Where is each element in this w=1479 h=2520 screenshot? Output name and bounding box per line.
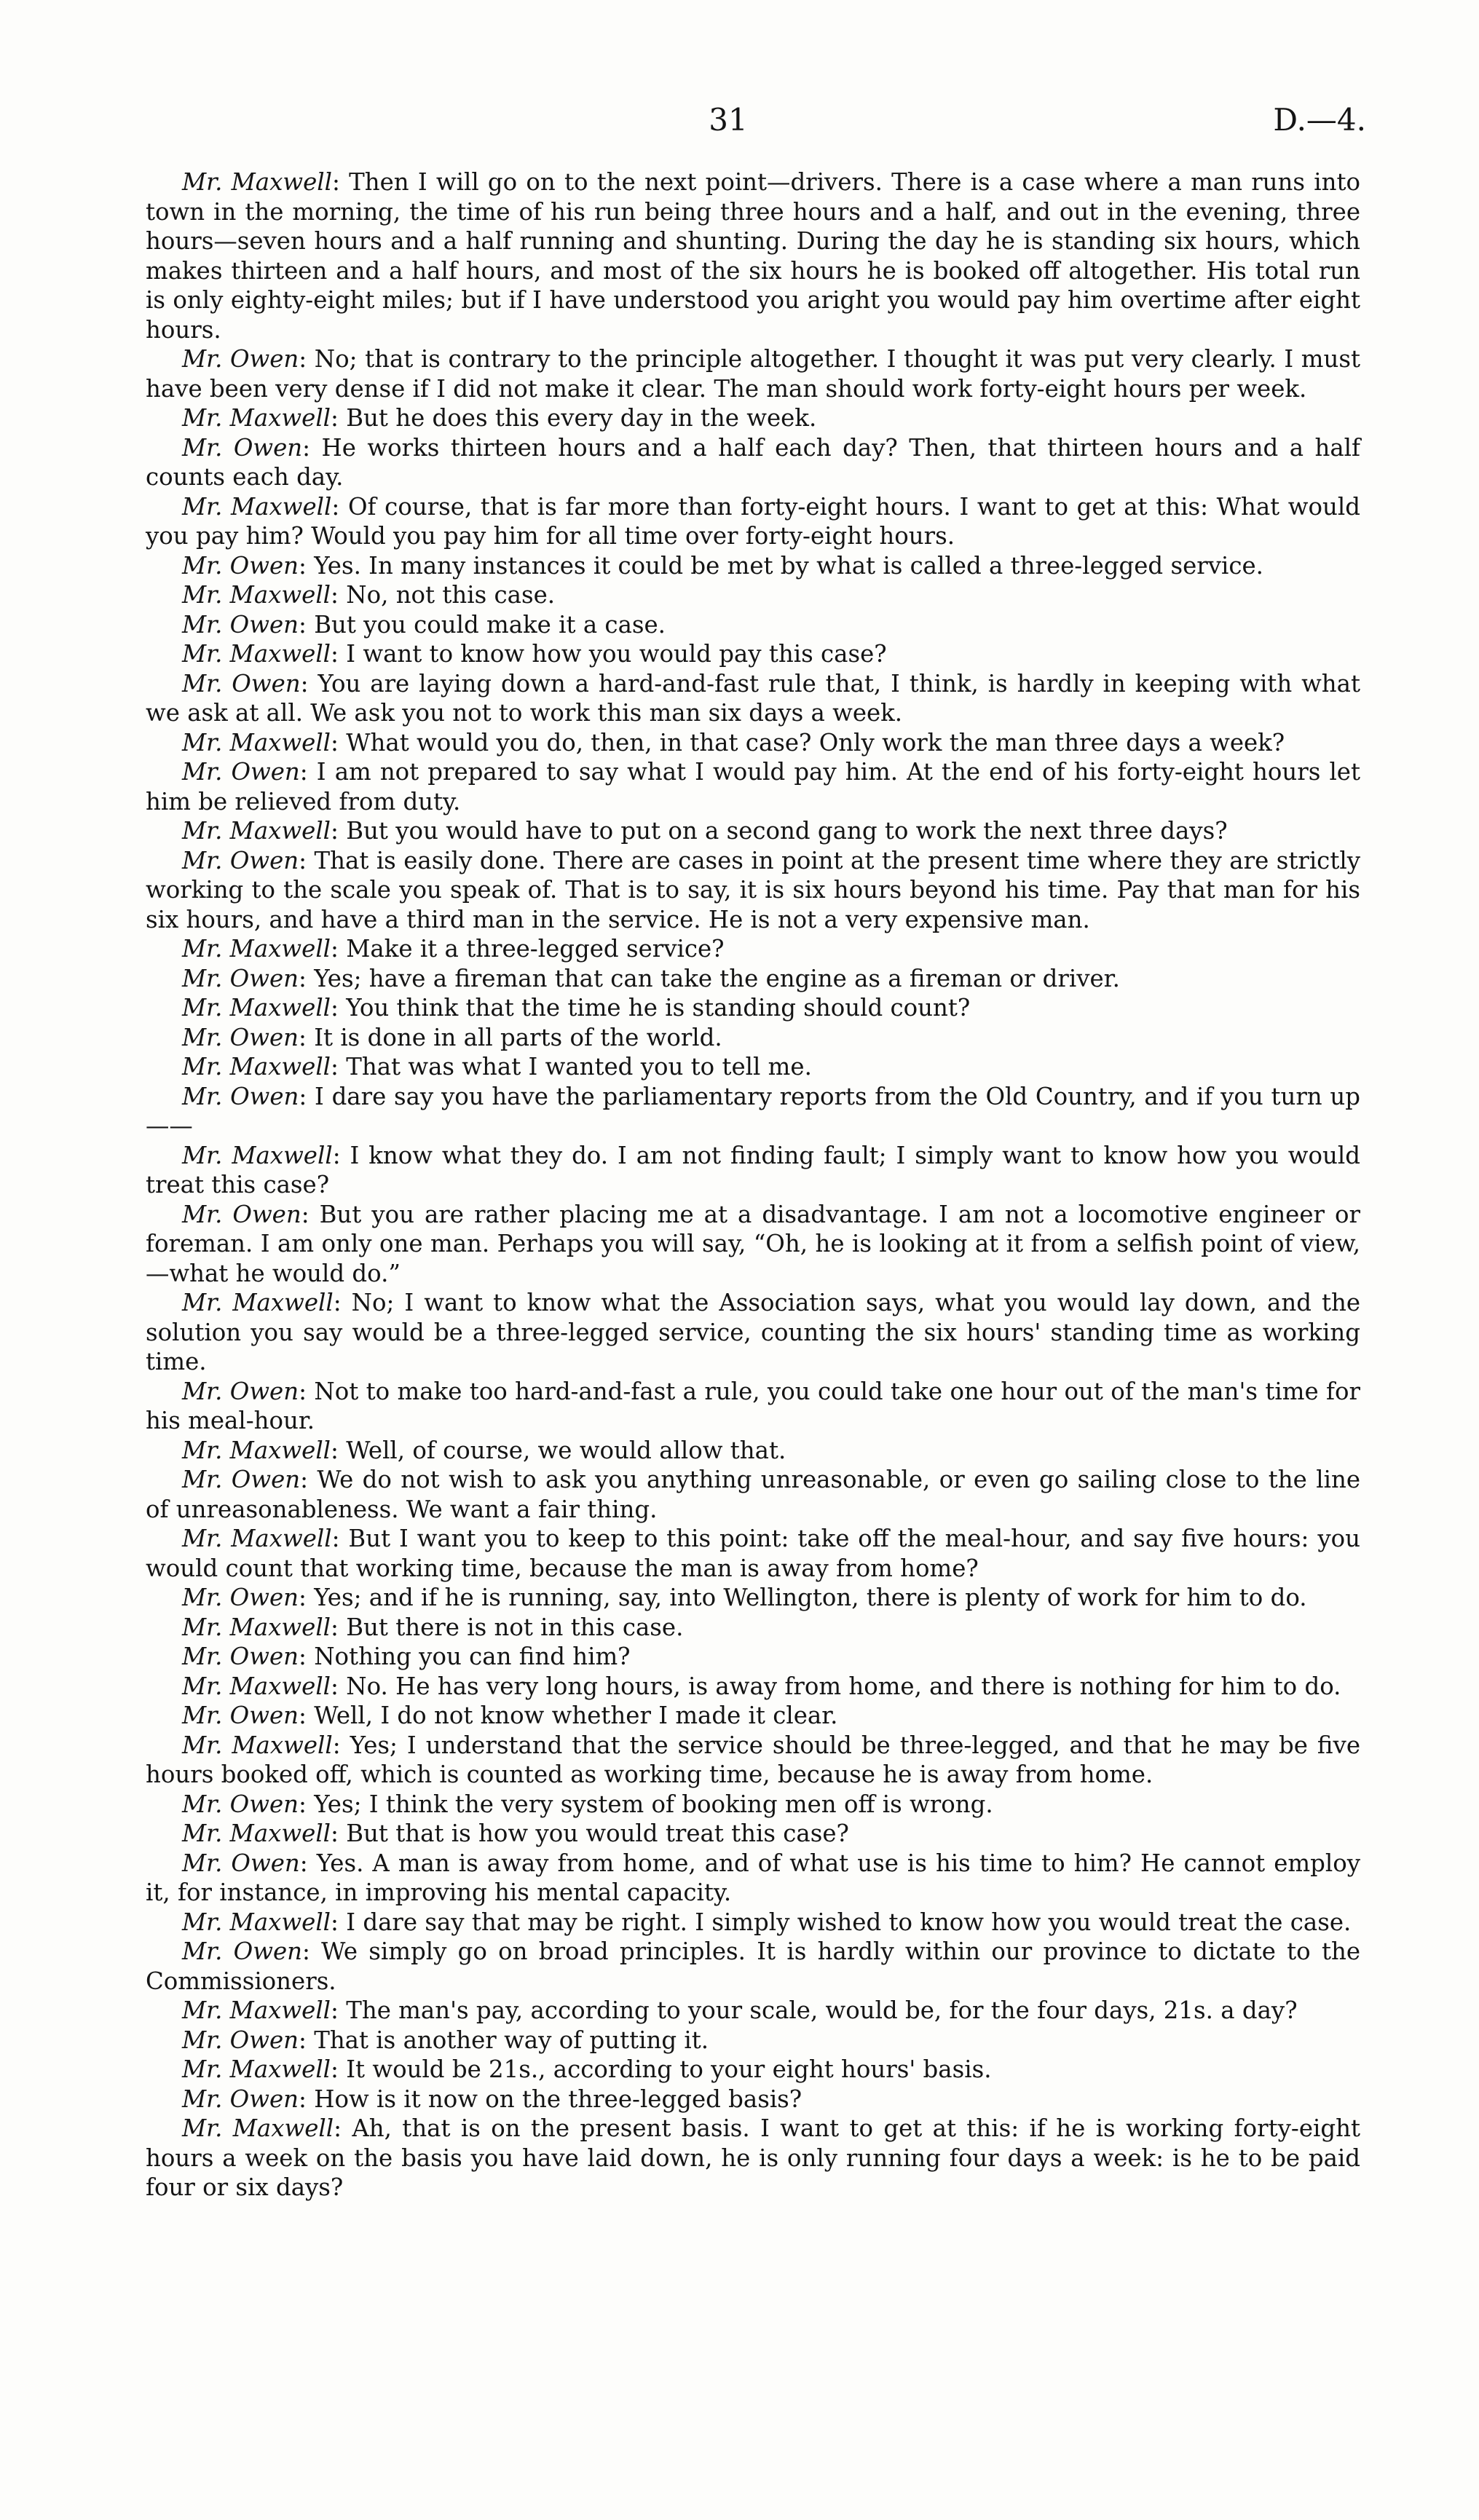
utterance-text: : That was what I wanted you to tell me. bbox=[331, 1053, 812, 1081]
speaker-name: Mr. Maxwell bbox=[182, 1053, 331, 1081]
utterance-text: : How is it now on the three-legged basis? bbox=[299, 2085, 802, 2113]
utterance-text: : It would be 21s., according to your eight hours' basis. bbox=[331, 2055, 992, 2083]
dialogue-paragraph bbox=[146, 433, 1360, 492]
utterance-text: : He works thirteen hours and a half each day? Then, that thirteen hours and a half counts each day. bbox=[146, 433, 1360, 491]
speaker-name: Mr. Maxwell bbox=[182, 2055, 331, 2083]
dialogue-paragraph bbox=[146, 1583, 1360, 1613]
dialogue-paragraph bbox=[146, 344, 1360, 403]
speaker-name: Mr. Maxwell bbox=[182, 1731, 333, 1759]
utterance-text: : But you would have to put on a second gang to work the next three days? bbox=[331, 817, 1228, 845]
dialogue-paragraph bbox=[146, 580, 1360, 610]
speaker-name: Mr. Owen bbox=[182, 1584, 299, 1611]
dialogue-paragraph bbox=[146, 2055, 1360, 2085]
dialogue-paragraph bbox=[146, 1436, 1360, 1466]
utterance-text: : No. He has very long hours, is away from home, and there is nothing for him to do. bbox=[331, 1672, 1341, 1700]
utterance-text: : You are laying down a hard-and-fast rule that, I think, is hardly in keeping with what we ask at all. We ask you not to work this man six days a week. bbox=[146, 669, 1360, 727]
utterance-text: : I am not prepared to say what I would pay him. At the end of his forty-eight hours let him be relieved from duty. bbox=[146, 758, 1360, 815]
utterance-text: : Yes. A man is away from home, and of what use is his time to him? He cannot employ it, for instance, in improving his mental capacity. bbox=[146, 1849, 1360, 1906]
speaker-name: Mr. Owen bbox=[182, 846, 299, 874]
dialogue-paragraph bbox=[146, 757, 1360, 816]
dialogue-paragraph bbox=[146, 816, 1360, 846]
dialogue-paragraph bbox=[146, 934, 1360, 964]
utterance-text: : No; I want to know what the Association says, what you would lay down, and the solution you say would be a three-legged service, counting the six hours' standing time as working time. bbox=[146, 1289, 1360, 1375]
dialogue-paragraph bbox=[146, 2026, 1360, 2055]
utterance-text: : I dare say you have the parliamentary reports from the Old Country, and if you turn up—— bbox=[146, 1082, 1360, 1139]
speaker-name: Mr. Owen bbox=[182, 1466, 301, 1493]
speaker-name: Mr. Owen bbox=[182, 433, 303, 462]
utterance-text: : Ah, that is on the present basis. I want to get at this: if he is working forty-eight hours a week on the basis you have laid down, he is only running four days a week: is he to be paid four or six days? bbox=[146, 2114, 1360, 2201]
speaker-name: Mr. Owen bbox=[182, 345, 299, 373]
speaker-name: Mr. Maxwell bbox=[182, 817, 331, 845]
dialogue-paragraph bbox=[146, 610, 1360, 640]
transcript-body bbox=[146, 167, 1360, 2203]
dialogue-paragraph bbox=[146, 167, 1360, 344]
utterance-text: : Yes; I understand that the service should be three-legged, and that he may be five hours booked off, which is counted as working time, because he is away from home. bbox=[146, 1731, 1360, 1788]
speaker-name: Mr. Maxwell bbox=[182, 2114, 334, 2142]
utterance-text: : But that is how you would treat this case? bbox=[331, 1820, 849, 1847]
utterance-text: : Yes. In many instances it could be met by what is called a three-legged service. bbox=[299, 551, 1263, 580]
dialogue-paragraph bbox=[146, 1996, 1360, 2026]
utterance-text: : What would you do, then, in that case? Only work the man three days a week? bbox=[331, 728, 1285, 757]
speaker-name: Mr. Maxwell bbox=[182, 492, 332, 521]
utterance-text: : I dare say that may be right. I simply wished to know how you would treat the case. bbox=[331, 1908, 1352, 1936]
speaker-name: Mr. Maxwell bbox=[182, 935, 331, 963]
speaker-name: Mr. Owen bbox=[182, 1849, 300, 1877]
page-number: 31 bbox=[709, 102, 748, 138]
speaker-name: Mr. Owen bbox=[182, 1377, 299, 1405]
dialogue-paragraph bbox=[146, 1465, 1360, 1524]
utterance-text: : I know what they do. I am not finding fault; I simply want to know how you would treat this case? bbox=[146, 1141, 1360, 1198]
speaker-name: Mr. Maxwell bbox=[182, 1613, 331, 1641]
dialogue-paragraph bbox=[146, 964, 1360, 994]
utterance-text: : No; that is contrary to the principle altogether. I thought it was put very clearly. I must have been very dense if I did not make it clear. The man should work forty-eight hours per week. bbox=[146, 345, 1360, 403]
utterance-text: : Yes; have a fireman that can take the engine as a fireman or driver. bbox=[299, 964, 1120, 992]
utterance-text: : Not to make too hard-and-fast a rule, you could take one hour out of the man's time for his meal-hour. bbox=[146, 1377, 1361, 1434]
utterance-text: : We simply go on broad principles. It is hardly within our province to dictate to the Commissioners. bbox=[146, 1938, 1360, 1995]
dialogue-paragraph bbox=[146, 2085, 1360, 2114]
speaker-name: Mr. Maxwell bbox=[182, 1996, 331, 2024]
speaker-name: Mr. Maxwell bbox=[182, 994, 331, 1022]
utterance-text: : Yes; and if he is running, say, into Wellington, there is plenty of work for him to do. bbox=[299, 1584, 1307, 1611]
utterance-text: : But you are rather placing me at a disadvantage. I am not a locomotive engineer or foreman. I am only one man. Perhaps you will say, “Oh, he is looking at it from a selfish point of view,—what he would do.” bbox=[146, 1200, 1360, 1287]
speaker-name: Mr. Maxwell bbox=[182, 1908, 331, 1936]
utterance-text: : Nothing you can find him? bbox=[299, 1643, 631, 1670]
dialogue-paragraph bbox=[146, 1701, 1360, 1731]
utterance-text: : Make it a three-legged service? bbox=[331, 935, 725, 963]
utterance-text: : But you could make it a case. bbox=[299, 610, 666, 639]
utterance-text: : You think that the time he is standing should count? bbox=[331, 994, 971, 1022]
dialogue-paragraph bbox=[146, 1524, 1360, 1583]
speaker-name: Mr. Maxwell bbox=[182, 1141, 333, 1169]
dialogue-paragraph bbox=[146, 1731, 1360, 1790]
utterance-text: : Then I will go on to the next point—drivers. There is a case where a man runs into town in the morning, the time of his run being three hours and a half, and out in the evening, three hours—seven hours and a half running and shunting. During the day he is standing six hours, which makes thirteen and a half hours, and most of the six hours he is booked off altogether. His total run is only eighty-eight miles; but if I have understood you aright you would pay him overtime after eight hours. bbox=[146, 168, 1360, 344]
dialogue-paragraph bbox=[146, 1052, 1360, 1082]
dialogue-paragraph bbox=[146, 669, 1360, 728]
speaker-name: Mr. Maxwell bbox=[182, 1289, 334, 1316]
speaker-name: Mr. Owen bbox=[182, 1702, 299, 1729]
dialogue-paragraph bbox=[146, 1200, 1360, 1289]
speaker-name: Mr. Owen bbox=[182, 1200, 301, 1228]
utterance-text: : But I want you to keep to this point: take off the meal-hour, and say five hours: you would count that working time, because the man is away from home? bbox=[146, 1525, 1360, 1582]
speaker-name: Mr. Owen bbox=[182, 758, 300, 786]
speaker-name: Mr. Maxwell bbox=[182, 728, 331, 757]
speaker-name: Mr. Owen bbox=[182, 964, 299, 992]
dialogue-paragraph bbox=[146, 1613, 1360, 1643]
dialogue-paragraph bbox=[146, 1288, 1360, 1377]
speaker-name: Mr. Maxwell bbox=[182, 168, 332, 196]
utterance-text: : Well, of course, we would allow that. bbox=[331, 1436, 786, 1464]
speaker-name: Mr. Maxwell bbox=[182, 1820, 331, 1847]
utterance-text: : It is done in all parts of the world. bbox=[299, 1023, 722, 1051]
speaker-name: Mr. Owen bbox=[182, 551, 299, 580]
utterance-text: : We do not wish to ask you anything unreasonable, or even go sailing close to the line of unreasonableness. We want a fair thing. bbox=[146, 1466, 1360, 1523]
dialogue-paragraph bbox=[146, 1377, 1360, 1436]
dialogue-paragraph bbox=[146, 639, 1360, 669]
utterance-text: : That is another way of putting it. bbox=[299, 2026, 709, 2054]
document-reference: D.—4. bbox=[1273, 102, 1366, 138]
dialogue-paragraph bbox=[146, 1790, 1360, 1820]
dialogue-paragraph bbox=[146, 1819, 1360, 1849]
dialogue-paragraph bbox=[146, 728, 1360, 758]
utterance-text: : Of course, that is far more than forty-eight hours. I want to get at this: What would you pay him? Would you pay him for all time over forty-eight hours. bbox=[146, 492, 1360, 550]
dialogue-paragraph bbox=[146, 993, 1360, 1023]
dialogue-paragraph bbox=[146, 1937, 1360, 1996]
dialogue-paragraph bbox=[146, 1849, 1360, 1908]
utterance-text: : No, not this case. bbox=[331, 581, 556, 609]
dialogue-paragraph bbox=[146, 2114, 1360, 2203]
speaker-name: Mr. Owen bbox=[182, 669, 301, 698]
speaker-name: Mr. Maxwell bbox=[182, 404, 331, 432]
utterance-text: : I want to know how you would pay this case? bbox=[331, 640, 887, 668]
dialogue-paragraph bbox=[146, 1023, 1360, 1053]
dialogue-paragraph bbox=[146, 403, 1360, 433]
dialogue-paragraph bbox=[146, 846, 1360, 935]
speaker-name: Mr. Owen bbox=[182, 1790, 299, 1818]
speaker-name: Mr. Maxwell bbox=[182, 640, 331, 668]
speaker-name: Mr. Maxwell bbox=[182, 1672, 331, 1700]
dialogue-paragraph bbox=[146, 1082, 1360, 1141]
speaker-name: Mr. Owen bbox=[182, 1643, 299, 1670]
dialogue-paragraph bbox=[146, 1672, 1360, 1702]
utterance-text: : Yes; I think the very system of booking men off is wrong. bbox=[299, 1790, 993, 1818]
speaker-name: Mr. Maxwell bbox=[182, 1436, 331, 1464]
speaker-name: Mr. Maxwell bbox=[182, 581, 331, 609]
dialogue-paragraph bbox=[146, 492, 1360, 551]
speaker-name: Mr. Owen bbox=[182, 2085, 299, 2113]
speaker-name: Mr. Owen bbox=[182, 1938, 302, 1965]
speaker-name: Mr. Owen bbox=[182, 2026, 299, 2054]
utterance-text: : That is easily done. There are cases in point at the present time where they are strictly working to the scale you speak of. That is to say, it is six hours beyond his time. Pay that man for his six hours, and have a third man in the service. He is not a very expensive man. bbox=[146, 846, 1360, 933]
dialogue-paragraph bbox=[146, 1908, 1360, 1938]
utterance-text: : But he does this every day in the week. bbox=[331, 404, 817, 432]
dialogue-paragraph bbox=[146, 1642, 1360, 1672]
utterance-text: : But there is not in this case. bbox=[331, 1613, 684, 1641]
utterance-text: : Well, I do not know whether I made it clear. bbox=[299, 1702, 838, 1729]
speaker-name: Mr. Maxwell bbox=[182, 1525, 332, 1552]
page-header bbox=[0, 102, 1479, 146]
speaker-name: Mr. Owen bbox=[182, 610, 299, 639]
utterance-text: : The man's pay, according to your scale, would be, for the four days, 21s. a day? bbox=[331, 1996, 1298, 2024]
dialogue-paragraph bbox=[146, 551, 1360, 581]
dialogue-paragraph bbox=[146, 1141, 1360, 1200]
speaker-name: Mr. Owen bbox=[182, 1023, 299, 1051]
speaker-name: Mr. Owen bbox=[182, 1082, 299, 1110]
